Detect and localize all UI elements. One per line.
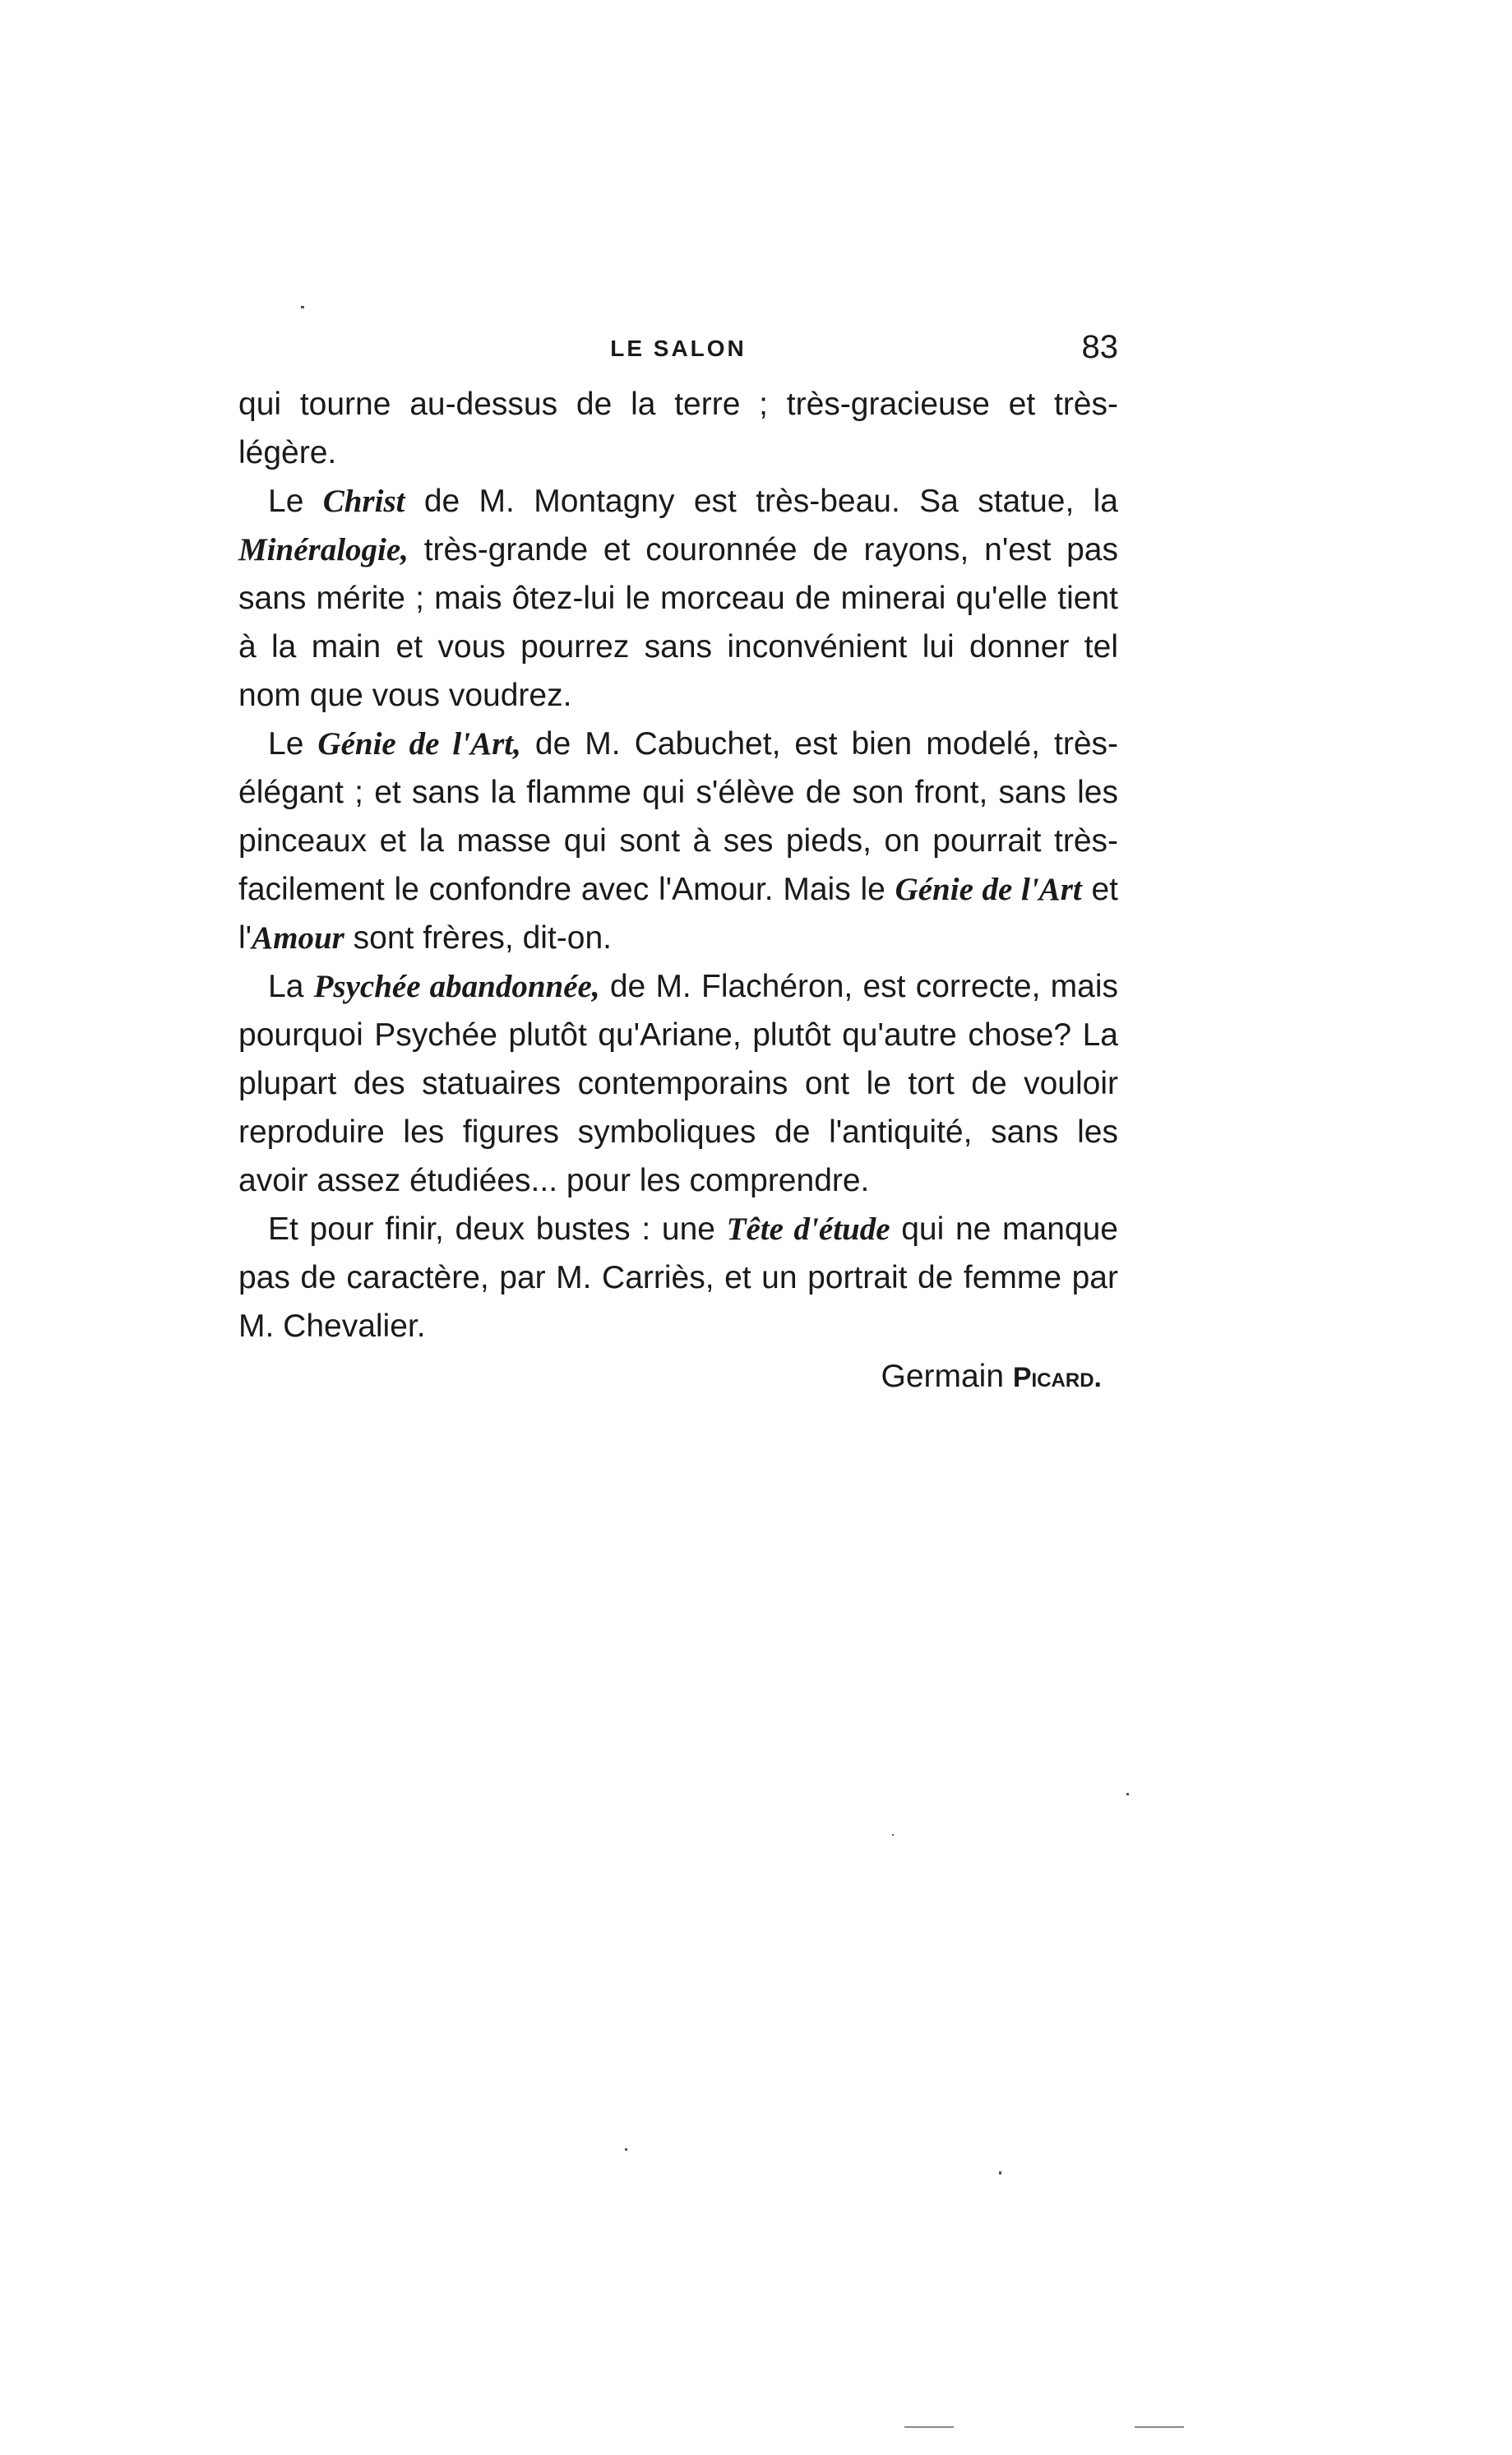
page-number: 83 [1081, 329, 1118, 365]
text-run: La [268, 969, 314, 1004]
author-first-name: Germain [881, 1359, 1005, 1394]
italic-title: Minéralogie, [238, 532, 409, 567]
italic-title: Tête d'étude [726, 1211, 890, 1247]
italic-title: Génie de l'Art, [317, 726, 521, 762]
paragraph [238, 477, 1118, 720]
running-head [238, 329, 1118, 370]
scan-speck [1126, 1793, 1129, 1795]
text-run: qui tourne au-dessus de la terre ; très-gracieuse et très-légère. [238, 387, 1118, 470]
author-signature [238, 1359, 1102, 1395]
text-run: très-grande et couronnée de rayons, n'est pas sans mérite ; mais ôtez-lui le morceau de minerai qu'elle tient à la main et vous pourrez sans inconvénient lui donner tel nom que vous voudrez. [238, 532, 1118, 713]
scan-speck [892, 1834, 894, 1836]
paragraph [238, 380, 1118, 477]
body-text [238, 380, 1118, 1350]
italic-title: Christ [322, 484, 405, 519]
text-run: Le [268, 484, 323, 519]
paragraph [238, 962, 1118, 1205]
paragraph [238, 1205, 1118, 1350]
scan-speck [1135, 2426, 1184, 2428]
text-run: de M. Cabuchet, est bien modelé, très-élégant ; et sans la flamme qui s'élève de son front, sans les pinceaux et la masse qui sont à ses pieds, on pourrait très-facilement le confondre avec l'Amour. Mais le [238, 726, 1119, 907]
author-last-name: Picard. [1012, 1362, 1102, 1393]
scan-speck [625, 2148, 627, 2151]
running-title: LE SALON [610, 336, 747, 361]
scan-speck [999, 2171, 1001, 2175]
paragraph [238, 720, 1118, 962]
text-run: Et pour finir, deux bustes : une [268, 1211, 727, 1247]
text-run: de M. Flachéron, est correcte, mais pourquoi Psychée plutôt qu'Ariane, plutôt qu'autre chose? La plupart des statuaires contemporains ont le tort de vouloir reproduire les figures symboliques de l'antiquité, sans les avoir assez étudiées... pour les comprendre. [238, 969, 1119, 1198]
scan-speck [301, 306, 304, 308]
text-run: qui ne manque pas de caractère, par M. Carriès, et un portrait de femme par M. Chevalier. [238, 1211, 1118, 1344]
text-run: de M. Montagny est très-beau. Sa statue, la [405, 484, 1118, 519]
italic-title: Psychée abandonnée, [313, 969, 600, 1004]
text-run: sont frères, dit-on. [344, 920, 612, 956]
scan-speck [904, 2426, 954, 2428]
text-run: Le [268, 726, 318, 762]
italic-title: Génie de l'Art [895, 872, 1082, 907]
text-run: et l' [238, 872, 1118, 956]
italic-title: Amour [252, 920, 344, 956]
